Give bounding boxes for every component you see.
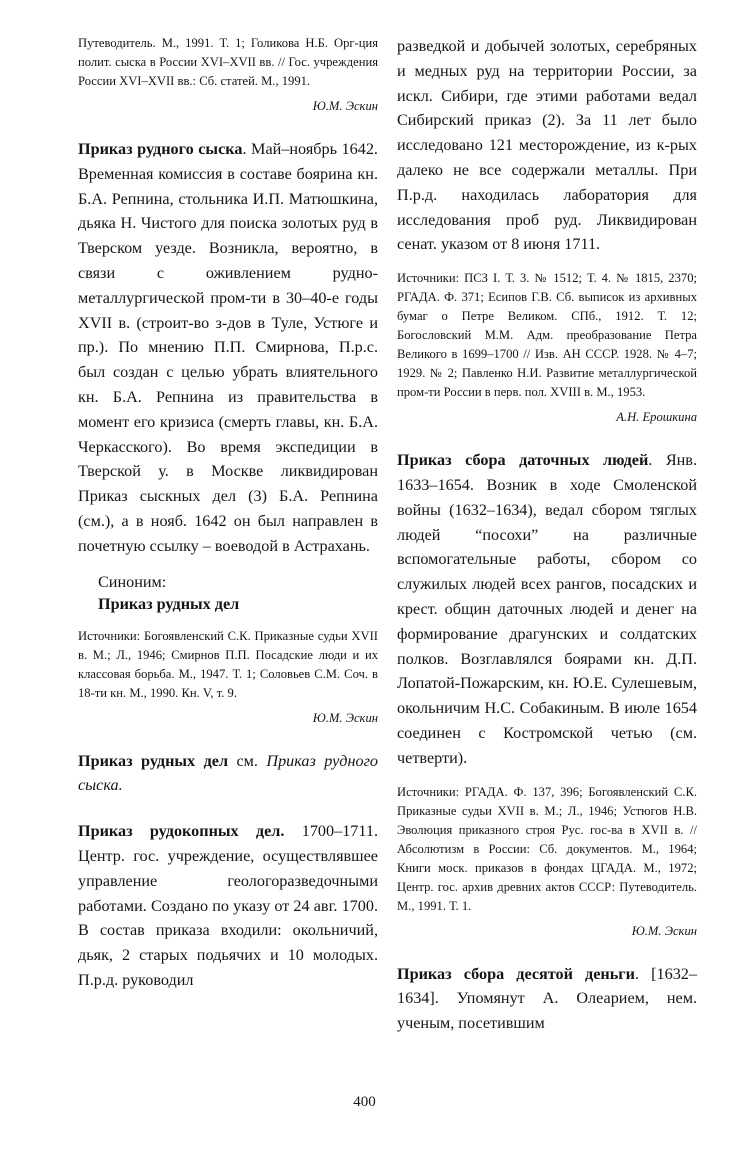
- entry-continuation: разведкой и добычей золотых, серебряных и медных руд на территории России, за искл. Сибири, где этими работами ведал Сибирский приказ (2). За 11 лет было исследовано 121 месторождение, из к-рых далеко не все содержали металлы. При П.р.д. находилась лаборатория для исследования проб руд. Ликвидирован сенат. указом от 8 июня 1711.: [397, 37, 697, 254]
- entry-title: Приказ рудокопных дел.: [78, 822, 285, 841]
- entry-title: Приказ рудного сыска: [78, 140, 243, 158]
- entry-rudnogo-syska: [78, 137, 378, 559]
- entry-sources: Источники: РГАДА. Ф. 137, 396; Богоявленский С.К. Приказные судьи XVII в. М.; Л., 1946; Устюгов Н.В. Эволюция приказного строя Рус. гос-ва в XVII в. // Абсолютизм в России: Сб. документов. М., 1964; Книги моск. приказов в фондах ЦГАДА. М., 1972; Центр. гос. архив древних актов СССР: Путеводитель. М., 1991. Т. 1.: [397, 784, 697, 913]
- top-author: Ю.М. Эскин: [312, 99, 378, 113]
- entry-rudokopnyh-del: [78, 819, 378, 993]
- entry-title: Приказ сбора даточных людей: [397, 451, 649, 470]
- entry-title: Приказ рудных дел: [78, 751, 229, 770]
- entry-author: Ю.М. Эскин: [312, 710, 378, 725]
- top-sources: Путеводитель. М., 1991. Т. 1; Голикова Н.Б. Орг-ция полит. сыска в России XVI–XVII вв. // Гос. учреждения России XVI–XVII вв.: Сб. статей. М., 1991.: [78, 36, 378, 88]
- entry-title: Приказ сбора десятой деньги: [397, 964, 635, 983]
- continuation-author: А.Н. Ерошкина: [616, 410, 697, 425]
- right-column: [397, 34, 697, 1036]
- entry-body: 1700–1711. Центр. гос. учреждение, осуществлявшее управление геологоразведочными работами. Создано по указу от 24 авг. 1700. В состав приказа входили: окольничий, дьяк, 2 старых подьячих и 10 молодых. П.р.д. руководил: [78, 822, 379, 989]
- entry-author: Ю.М. Эскин: [631, 923, 697, 938]
- continuation-sources: Источники: ПСЗ I. Т. 3. № 1512; Т. 4. № 1815, 2370; РГАДА. Ф. 371; Есипов Г.В. Сб. выписок из архивных бумаг о Петре Великом. СПб., 1912. Т. 12; Богословский М.М. Адм. преобразование Петра Великого в 1699–1700 // Изв. АН СССР. 1928. № 4–7; 1929. № 2; Павленко Н.И. Развитие металлургической пром-ти России в перв. пол. XVIII в. М., 1953.: [397, 271, 697, 400]
- synonym-value: Приказ рудных дел: [98, 594, 240, 613]
- page-number: 400: [353, 1094, 376, 1110]
- entry-datochnyh-lyudey: [397, 448, 697, 770]
- entry-rudnyh-del: Приказ рудных дел см. Приказ рудного сыска.: [78, 751, 379, 795]
- entry-desyatoy-dengi: [397, 962, 697, 1036]
- left-column: [78, 34, 378, 993]
- entry-sources: Источники: Богоявленский С.К. Приказные судьи XVII в. М.; Л., 1946; Смирнов П.П. Посадские люди и их классовая борьба. М., 1947. Т. 1; Соловьев С.М. Соч. в 18-ти кн. М., 1990. Кн. V, т. 9.: [78, 628, 378, 700]
- entry-body: . Янв. 1633–1654. Возник в ходе Смоленской войны (1632–1634), ведал сбором тяглых людей “посохи” на различные вспомогательные работы, сбором со служилых людей всех рангов, посадских и крест. общин даточных людей и денег на формирование драгунских и солдатских полков. Возглавлялся боярами кн. Д.П. Лопатой-Пожарским, кн. Ю.Е. Сулешевым, окольничим Н.С. Собакиным. В июле 1654 соединен с Костромской четью (см. четверти).: [397, 451, 697, 767]
- entry-body: . Май–ноябрь 1642. Временная комиссия в составе боярина кн. Б.А. Репнина, стольника И.П. Матюшкина, дьяка Н. Чистого для поиска золотых руд в Тверском уезде. Возникла, вероятно, в связи с оживлением рудно-металлургической пром-ти в 30–40-е годы XVII в. (строит-во з-дов в Туле, Устюге и пр.). По мнению П.П. Смирнова, П.р.с. был создан с целью убрать влиятельного кн. Б.А. Репнина из правительства в момент его кризиса (смерть главы, кн. Б.А. Черкасского). Во время экспедиции в Тверской у. в Москве ликвидирован Приказ сыскных дел (3) Б.А. Репнина (см.), а в нояб. 1642 он был направлен в почетную ссылку – воеводой в Астрахань.: [78, 140, 378, 555]
- entry-body: . [1632–1634]. Упомянут А. Олеарием, нем. ученым, посетившим: [397, 964, 697, 1033]
- cross-reference: Приказ рудного сыска.: [78, 751, 379, 795]
- synonym-label: Синоним:: [98, 572, 167, 591]
